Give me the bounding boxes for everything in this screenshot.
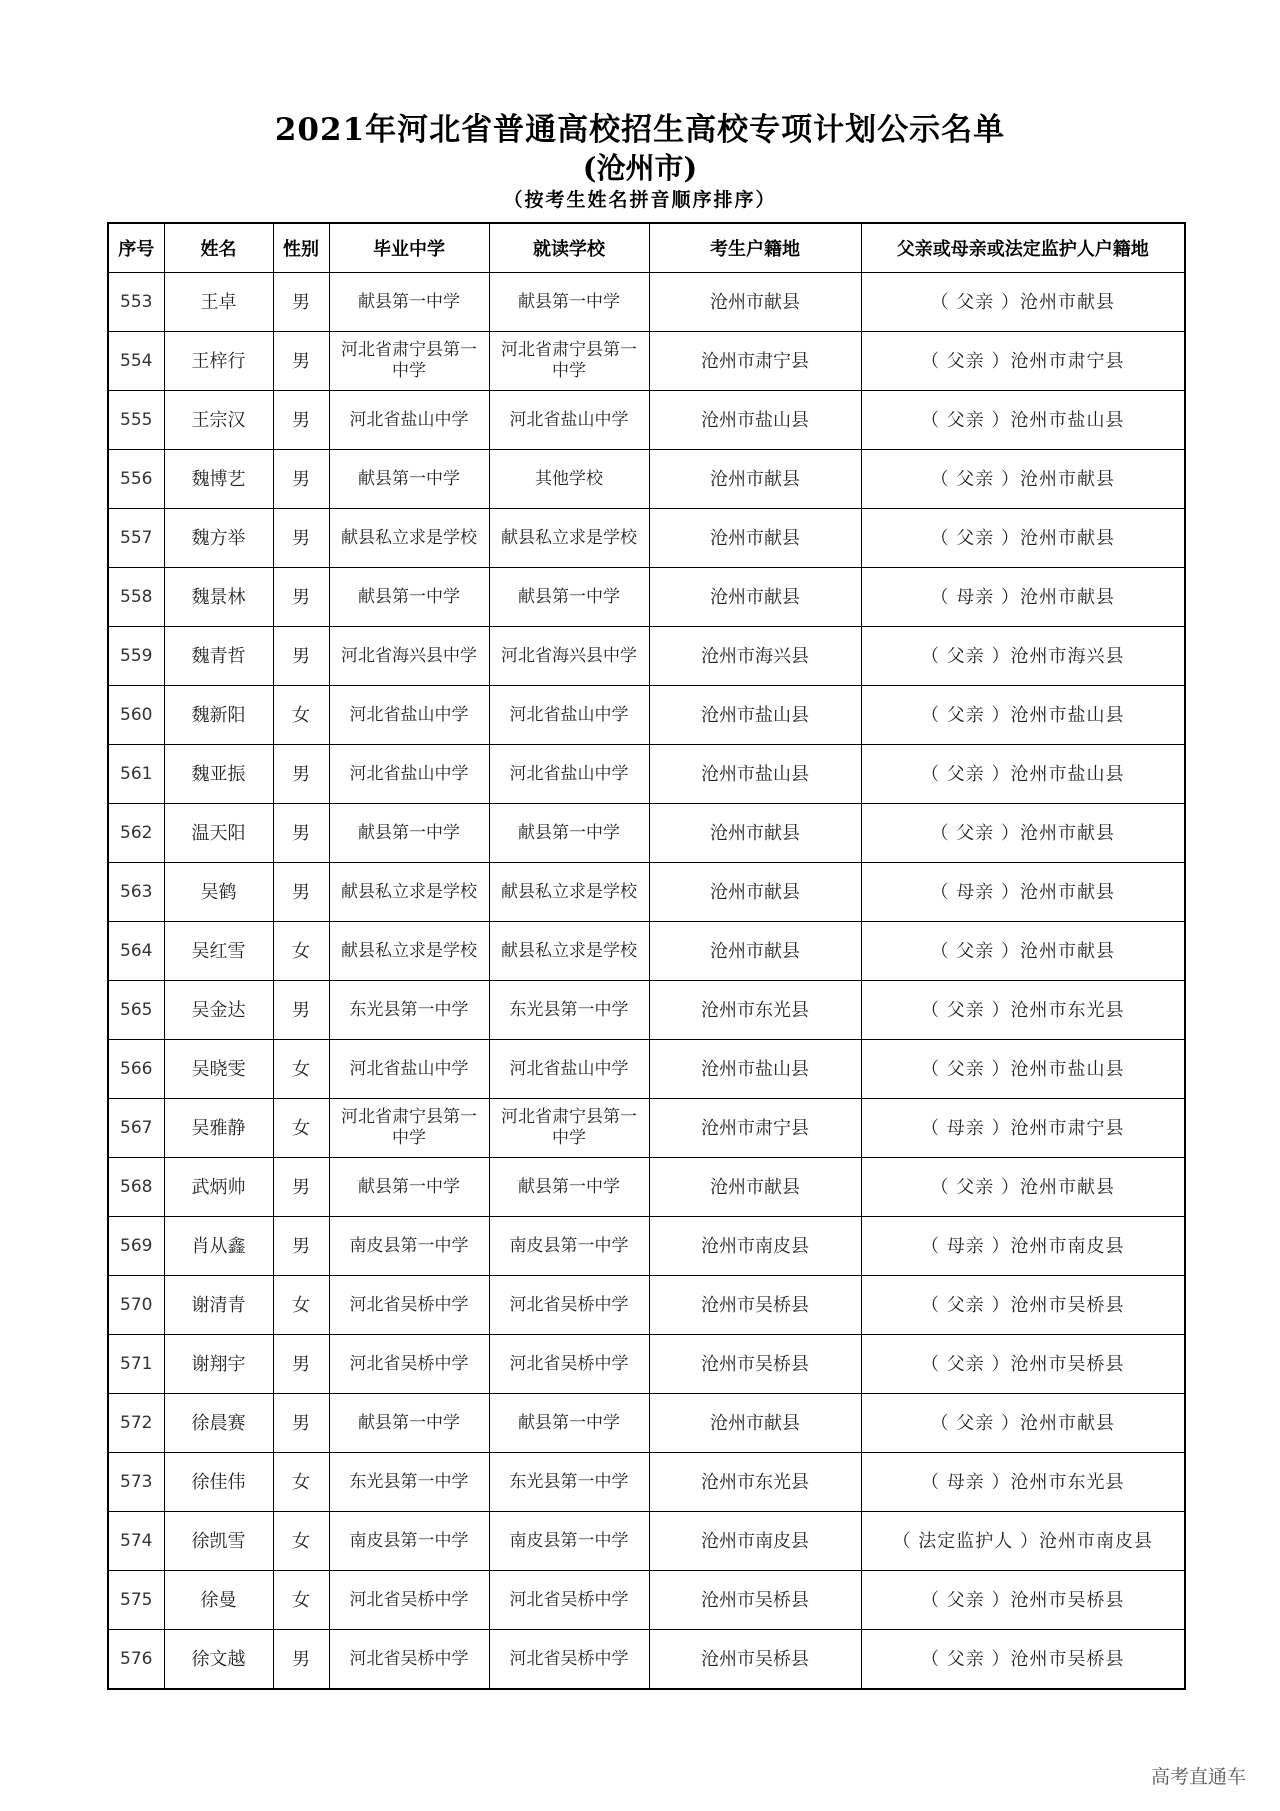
cell-seq: 557 xyxy=(108,509,164,568)
cell-grad-school: 河北省吴桥中学 xyxy=(329,1276,489,1335)
header-seq: 序号 xyxy=(108,223,164,273)
cell-guardian-hukou: （ 父亲 ）沧州市肃宁县 xyxy=(861,332,1185,391)
header-gender: 性别 xyxy=(273,223,329,273)
cell-gender: 女 xyxy=(273,1571,329,1630)
cell-seq: 562 xyxy=(108,804,164,863)
cell-gender: 男 xyxy=(273,863,329,922)
cell-current-school: 献县第一中学 xyxy=(489,1158,649,1217)
table-row xyxy=(108,922,1185,981)
cell-current-school: 东光县第一中学 xyxy=(489,981,649,1040)
cell-gender: 女 xyxy=(273,1453,329,1512)
cell-name: 魏亚振 xyxy=(164,745,273,804)
cell-current-school: 南皮县第一中学 xyxy=(489,1512,649,1571)
cell-grad-school: 河北省肃宁县第一中学 xyxy=(329,1099,489,1158)
cell-guardian-hukou: （ 母亲 ）沧州市肃宁县 xyxy=(861,1099,1185,1158)
table-row xyxy=(108,1040,1185,1099)
cell-gender: 女 xyxy=(273,1276,329,1335)
cell-name: 魏博艺 xyxy=(164,450,273,509)
cell-gender: 男 xyxy=(273,1217,329,1276)
cell-guardian-hukou: （ 父亲 ）沧州市盐山县 xyxy=(861,686,1185,745)
header-guardian-hukou: 父亲或母亲或法定监护人户籍地 xyxy=(861,223,1185,273)
cell-seq: 571 xyxy=(108,1335,164,1394)
table-row xyxy=(108,981,1185,1040)
cell-hukou: 沧州市吴桥县 xyxy=(649,1571,861,1630)
cell-gender: 女 xyxy=(273,1040,329,1099)
cell-gender: 男 xyxy=(273,391,329,450)
cell-gender: 男 xyxy=(273,1394,329,1453)
cell-current-school: 河北省肃宁县第一中学 xyxy=(489,1099,649,1158)
cell-gender: 男 xyxy=(273,745,329,804)
cell-seq: 567 xyxy=(108,1099,164,1158)
cell-seq: 573 xyxy=(108,1453,164,1512)
table-row xyxy=(108,686,1185,745)
cell-gender: 男 xyxy=(273,332,329,391)
cell-current-school: 河北省盐山中学 xyxy=(489,391,649,450)
cell-gender: 男 xyxy=(273,804,329,863)
cell-current-school: 河北省吴桥中学 xyxy=(489,1571,649,1630)
cell-seq: 561 xyxy=(108,745,164,804)
cell-hukou: 沧州市献县 xyxy=(649,804,861,863)
cell-seq: 570 xyxy=(108,1276,164,1335)
cell-gender: 男 xyxy=(273,1158,329,1217)
cell-seq: 575 xyxy=(108,1571,164,1630)
cell-name: 徐晨赛 xyxy=(164,1394,273,1453)
table-body xyxy=(108,273,1185,1690)
cell-seq: 568 xyxy=(108,1158,164,1217)
cell-seq: 564 xyxy=(108,922,164,981)
cell-grad-school: 献县私立求是学校 xyxy=(329,922,489,981)
header-name: 姓名 xyxy=(164,223,273,273)
cell-seq: 574 xyxy=(108,1512,164,1571)
table-row xyxy=(108,745,1185,804)
cell-name: 王梓行 xyxy=(164,332,273,391)
table-row xyxy=(108,1512,1185,1571)
cell-guardian-hukou: （ 父亲 ）沧州市献县 xyxy=(861,804,1185,863)
cell-guardian-hukou: （ 法定监护人 ）沧州市南皮县 xyxy=(861,1512,1185,1571)
cell-hukou: 沧州市肃宁县 xyxy=(649,1099,861,1158)
cell-name: 吴雅静 xyxy=(164,1099,273,1158)
cell-hukou: 沧州市吴桥县 xyxy=(649,1630,861,1690)
cell-hukou: 沧州市吴桥县 xyxy=(649,1276,861,1335)
cell-grad-school: 献县第一中学 xyxy=(329,450,489,509)
cell-grad-school: 河北省海兴县中学 xyxy=(329,627,489,686)
cell-seq: 554 xyxy=(108,332,164,391)
cell-hukou: 沧州市肃宁县 xyxy=(649,332,861,391)
cell-current-school: 河北省吴桥中学 xyxy=(489,1335,649,1394)
cell-grad-school: 河北省盐山中学 xyxy=(329,686,489,745)
cell-name: 魏方举 xyxy=(164,509,273,568)
table-row xyxy=(108,1335,1185,1394)
table-row xyxy=(108,1571,1185,1630)
cell-current-school: 献县第一中学 xyxy=(489,804,649,863)
header-grad-school: 毕业中学 xyxy=(329,223,489,273)
cell-gender: 男 xyxy=(273,273,329,332)
cell-guardian-hukou: （ 父亲 ）沧州市献县 xyxy=(861,1394,1185,1453)
cell-hukou: 沧州市盐山县 xyxy=(649,745,861,804)
cell-current-school: 南皮县第一中学 xyxy=(489,1217,649,1276)
cell-name: 吴金达 xyxy=(164,981,273,1040)
cell-gender: 男 xyxy=(273,981,329,1040)
sort-note: （按考生姓名拼音顺序排序） xyxy=(503,189,777,211)
cell-seq: 569 xyxy=(108,1217,164,1276)
cell-guardian-hukou: （ 父亲 ）沧州市献县 xyxy=(861,273,1185,332)
cell-hukou: 沧州市献县 xyxy=(649,922,861,981)
cell-current-school: 东光县第一中学 xyxy=(489,1453,649,1512)
cell-guardian-hukou: （ 父亲 ）沧州市献县 xyxy=(861,922,1185,981)
cell-seq: 563 xyxy=(108,863,164,922)
cell-gender: 女 xyxy=(273,922,329,981)
cell-current-school: 河北省肃宁县第一中学 xyxy=(489,332,649,391)
cell-gender: 男 xyxy=(273,450,329,509)
header-hukou: 考生户籍地 xyxy=(649,223,861,273)
cell-grad-school: 献县第一中学 xyxy=(329,273,489,332)
cell-name: 吴晓雯 xyxy=(164,1040,273,1099)
cell-guardian-hukou: （ 母亲 ）沧州市献县 xyxy=(861,568,1185,627)
cell-hukou: 沧州市献县 xyxy=(649,568,861,627)
cell-seq: 555 xyxy=(108,391,164,450)
cell-name: 谢翔宇 xyxy=(164,1335,273,1394)
table-row xyxy=(108,391,1185,450)
cell-grad-school: 献县私立求是学校 xyxy=(329,509,489,568)
cell-grad-school: 河北省肃宁县第一中学 xyxy=(329,332,489,391)
cell-hukou: 沧州市献县 xyxy=(649,1394,861,1453)
table-row xyxy=(108,1630,1185,1690)
document-subtitle: (沧州市) xyxy=(582,151,698,185)
table-row xyxy=(108,1453,1185,1512)
cell-guardian-hukou: （ 父亲 ）沧州市献县 xyxy=(861,509,1185,568)
table-header-row xyxy=(108,223,1185,273)
table-row xyxy=(108,1276,1185,1335)
cell-guardian-hukou: （ 父亲 ）沧州市吴桥县 xyxy=(861,1335,1185,1394)
cell-guardian-hukou: （ 母亲 ）沧州市献县 xyxy=(861,863,1185,922)
cell-seq: 556 xyxy=(108,450,164,509)
cell-seq: 576 xyxy=(108,1630,164,1690)
cell-guardian-hukou: （ 父亲 ）沧州市献县 xyxy=(861,450,1185,509)
table-row xyxy=(108,332,1185,391)
cell-guardian-hukou: （ 父亲 ）沧州市盐山县 xyxy=(861,1040,1185,1099)
cell-name: 徐文越 xyxy=(164,1630,273,1690)
cell-name: 魏景林 xyxy=(164,568,273,627)
cell-grad-school: 河北省吴桥中学 xyxy=(329,1630,489,1690)
cell-grad-school: 献县私立求是学校 xyxy=(329,863,489,922)
cell-hukou: 沧州市南皮县 xyxy=(649,1217,861,1276)
cell-seq: 559 xyxy=(108,627,164,686)
cell-grad-school: 南皮县第一中学 xyxy=(329,1217,489,1276)
cell-name: 吴红雪 xyxy=(164,922,273,981)
table-row xyxy=(108,450,1185,509)
cell-grad-school: 河北省盐山中学 xyxy=(329,391,489,450)
cell-hukou: 沧州市献县 xyxy=(649,1158,861,1217)
cell-grad-school: 东光县第一中学 xyxy=(329,1453,489,1512)
table-row xyxy=(108,273,1185,332)
cell-gender: 女 xyxy=(273,1512,329,1571)
cell-grad-school: 南皮县第一中学 xyxy=(329,1512,489,1571)
cell-guardian-hukou: （ 母亲 ）沧州市南皮县 xyxy=(861,1217,1185,1276)
cell-seq: 558 xyxy=(108,568,164,627)
cell-guardian-hukou: （ 父亲 ）沧州市盐山县 xyxy=(861,745,1185,804)
cell-gender: 女 xyxy=(273,1099,329,1158)
cell-name: 魏青哲 xyxy=(164,627,273,686)
cell-hukou: 沧州市海兴县 xyxy=(649,627,861,686)
table-row xyxy=(108,509,1185,568)
cell-current-school: 河北省盐山中学 xyxy=(489,686,649,745)
cell-grad-school: 东光县第一中学 xyxy=(329,981,489,1040)
cell-gender: 女 xyxy=(273,686,329,745)
table-row xyxy=(108,1217,1185,1276)
cell-gender: 男 xyxy=(273,568,329,627)
cell-hukou: 沧州市献县 xyxy=(649,863,861,922)
cell-name: 吴鹤 xyxy=(164,863,273,922)
cell-grad-school: 河北省盐山中学 xyxy=(329,1040,489,1099)
cell-hukou: 沧州市献县 xyxy=(649,509,861,568)
table-row xyxy=(108,1158,1185,1217)
document-title: 2021年河北省普通高校招生高校专项计划公示名单 xyxy=(274,112,1006,148)
cell-current-school: 其他学校 xyxy=(489,450,649,509)
cell-current-school: 献县私立求是学校 xyxy=(489,922,649,981)
cell-grad-school: 献县第一中学 xyxy=(329,1158,489,1217)
cell-name: 魏新阳 xyxy=(164,686,273,745)
cell-grad-school: 献县第一中学 xyxy=(329,568,489,627)
cell-current-school: 献县第一中学 xyxy=(489,568,649,627)
table-row xyxy=(108,568,1185,627)
cell-guardian-hukou: （ 母亲 ）沧州市东光县 xyxy=(861,1453,1185,1512)
cell-seq: 553 xyxy=(108,273,164,332)
cell-hukou: 沧州市东光县 xyxy=(649,1453,861,1512)
cell-current-school: 河北省吴桥中学 xyxy=(489,1276,649,1335)
cell-gender: 男 xyxy=(273,1630,329,1690)
cell-seq: 565 xyxy=(108,981,164,1040)
cell-guardian-hukou: （ 父亲 ）沧州市盐山县 xyxy=(861,391,1185,450)
cell-seq: 560 xyxy=(108,686,164,745)
table-row xyxy=(108,863,1185,922)
cell-gender: 男 xyxy=(273,627,329,686)
cell-current-school: 献县第一中学 xyxy=(489,273,649,332)
cell-hukou: 沧州市盐山县 xyxy=(649,391,861,450)
cell-name: 徐凯雪 xyxy=(164,1512,273,1571)
cell-current-school: 河北省盐山中学 xyxy=(489,1040,649,1099)
cell-grad-school: 献县第一中学 xyxy=(329,804,489,863)
cell-guardian-hukou: （ 父亲 ）沧州市东光县 xyxy=(861,981,1185,1040)
watermark-brand: 高考直通车 xyxy=(1150,1766,1246,1788)
cell-current-school: 献县私立求是学校 xyxy=(489,509,649,568)
cell-name: 武炳帅 xyxy=(164,1158,273,1217)
cell-hukou: 沧州市盐山县 xyxy=(649,686,861,745)
cell-hukou: 沧州市南皮县 xyxy=(649,1512,861,1571)
cell-name: 徐曼 xyxy=(164,1571,273,1630)
cell-grad-school: 献县第一中学 xyxy=(329,1394,489,1453)
cell-current-school: 河北省盐山中学 xyxy=(489,745,649,804)
table-row xyxy=(108,627,1185,686)
cell-current-school: 献县私立求是学校 xyxy=(489,863,649,922)
cell-current-school: 河北省吴桥中学 xyxy=(489,1630,649,1690)
cell-guardian-hukou: （ 父亲 ）沧州市吴桥县 xyxy=(861,1630,1185,1690)
table-row xyxy=(108,1394,1185,1453)
cell-grad-school: 河北省盐山中学 xyxy=(329,745,489,804)
cell-name: 徐佳伟 xyxy=(164,1453,273,1512)
cell-hukou: 沧州市盐山县 xyxy=(649,1040,861,1099)
cell-name: 肖从鑫 xyxy=(164,1217,273,1276)
admission-roster-table xyxy=(107,222,1186,1690)
cell-seq: 572 xyxy=(108,1394,164,1453)
cell-grad-school: 河北省吴桥中学 xyxy=(329,1571,489,1630)
cell-grad-school: 河北省吴桥中学 xyxy=(329,1335,489,1394)
cell-name: 王宗汉 xyxy=(164,391,273,450)
cell-hukou: 沧州市东光县 xyxy=(649,981,861,1040)
cell-current-school: 献县第一中学 xyxy=(489,1394,649,1453)
cell-seq: 566 xyxy=(108,1040,164,1099)
cell-gender: 男 xyxy=(273,509,329,568)
cell-hukou: 沧州市献县 xyxy=(649,273,861,332)
cell-guardian-hukou: （ 父亲 ）沧州市献县 xyxy=(861,1158,1185,1217)
cell-name: 温天阳 xyxy=(164,804,273,863)
cell-current-school: 河北省海兴县中学 xyxy=(489,627,649,686)
header-current-school: 就读学校 xyxy=(489,223,649,273)
cell-name: 谢清青 xyxy=(164,1276,273,1335)
table-row xyxy=(108,804,1185,863)
cell-gender: 男 xyxy=(273,1335,329,1394)
cell-guardian-hukou: （ 父亲 ）沧州市海兴县 xyxy=(861,627,1185,686)
table-row xyxy=(108,1099,1185,1158)
cell-hukou: 沧州市献县 xyxy=(649,450,861,509)
cell-guardian-hukou: （ 父亲 ）沧州市吴桥县 xyxy=(861,1571,1185,1630)
cell-name: 王卓 xyxy=(164,273,273,332)
cell-hukou: 沧州市吴桥县 xyxy=(649,1335,861,1394)
cell-guardian-hukou: （ 父亲 ）沧州市吴桥县 xyxy=(861,1276,1185,1335)
